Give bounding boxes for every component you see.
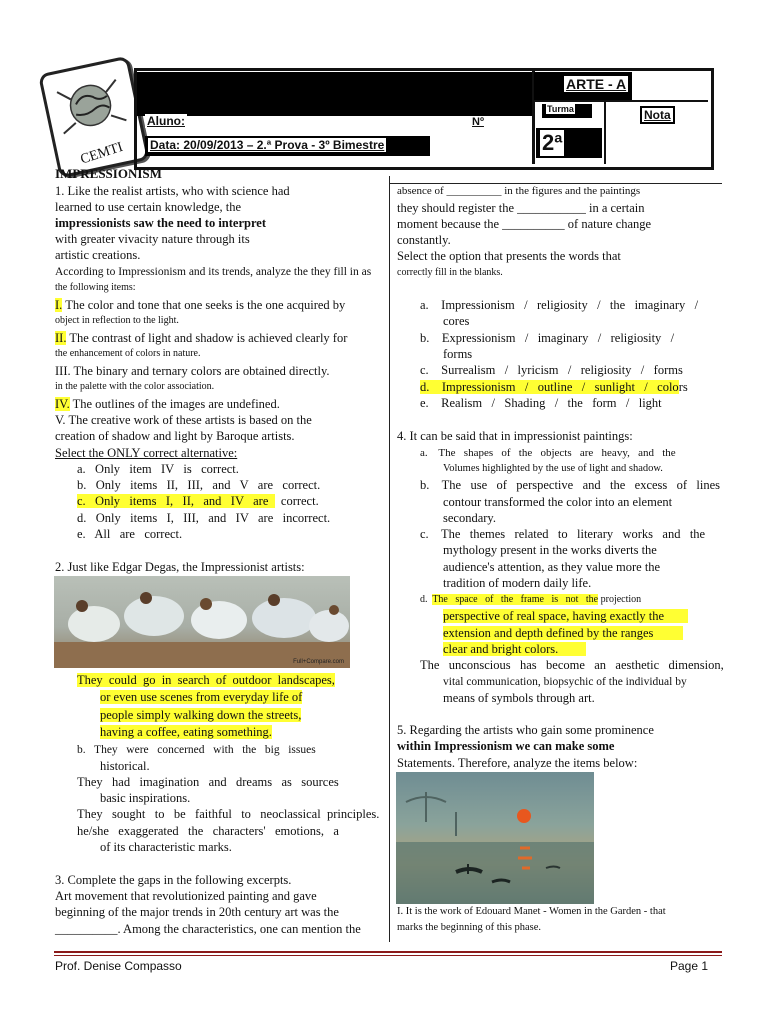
q4-option-d-cont: [443, 641, 586, 657]
item-iv: [55, 396, 280, 412]
q2-option-b: b. They were concerned with the big issues: [77, 744, 316, 756]
footer-teacher: Prof. Denise Compasso: [55, 959, 182, 973]
q2a-highlight: They could go in search of outdoor landscapes,: [77, 673, 335, 687]
q4-prompt: 4. It can be said that in impressionist paintings:: [397, 429, 633, 443]
nota-label: Nota: [640, 106, 675, 124]
q4d-highlight-2: perspective of real space, having exactly the: [443, 609, 688, 623]
q3-line: beginning of the major trends in 20th century art was the: [55, 905, 339, 919]
option-c-tail: correct.: [274, 494, 319, 508]
q3-option-c: c. Surrealism / lyricism / religiosity / forms: [420, 363, 683, 377]
q4-option-e-cont: means of symbols through art.: [443, 691, 595, 705]
q2-option-c: They had imagination and dreams as sources: [77, 775, 339, 789]
q1-line: learned to use certain knowledge, the: [55, 200, 242, 214]
q2a-highlight-3: people simply walking down the streets,: [100, 708, 302, 722]
turma-value: 2ª: [542, 130, 563, 155]
item-ii-cont: the enhancement of colors in nature.: [55, 348, 201, 359]
q5-item-i-cont: marks the beginning of this phase.: [397, 922, 542, 933]
q2-option-e-cont: of its characteristic marks.: [100, 840, 232, 854]
q1-option-d: d. Only items I, III, and IV are incorrect.: [77, 511, 331, 525]
q4-option-c-cont: audience's attention, as they value more the: [443, 560, 661, 574]
logo-text: CEMTI: [78, 139, 125, 168]
image-credit: Full+Compare.com: [293, 659, 344, 665]
q5-item-i: I. It is the work of Edouard Manet - Women in the Garden - that: [397, 906, 666, 917]
q4-option-d-cont: [443, 608, 688, 624]
q2-option-e: he/she exaggerated the characters' emotions, a: [77, 824, 339, 838]
subject-box: [534, 72, 632, 100]
aluno-label: Aluno:: [147, 114, 185, 128]
q2-option-b-cont: historical.: [100, 759, 150, 773]
item-ii-num: II.: [55, 331, 67, 345]
q3-line: __________. Among the characteristics, one can mention the: [55, 922, 361, 936]
q5-line: within Impressionism we can make some: [397, 739, 615, 753]
q4-option-b-cont: secondary.: [443, 511, 496, 525]
q4d-tail: projection: [598, 594, 642, 605]
item-v-cont: creation of shadow and light by Baroque artists.: [55, 429, 295, 443]
q4d-highlight-3: extension and depth defined by the ranges: [443, 626, 683, 640]
footer-page-number: Page 1: [670, 959, 709, 973]
q2a-highlight-4: having a coffee, eating something.: [100, 725, 272, 739]
item-ii: [55, 330, 347, 346]
q2-option-a-cont: [100, 724, 272, 740]
q1-line: the following items:: [55, 282, 136, 293]
q3-cont: absence of __________ in the figures and the paintings: [397, 185, 641, 197]
q3-cont: correctly fill in the blanks.: [397, 267, 503, 278]
q1-option-b: b. Only items II, III, and V are correct.: [77, 478, 321, 492]
q3-cont: moment because the __________ of nature change: [397, 217, 652, 231]
item-i-cont: object in reflection to the light.: [55, 315, 179, 326]
q1-line: 1. Like the realist artists, who with science had: [55, 184, 290, 198]
page-title: IMPRESSIONISM: [55, 166, 162, 181]
item-i-num: I.: [55, 298, 63, 312]
item-iv-num: IV.: [55, 397, 70, 411]
q4-option-d: [420, 592, 641, 608]
q4-option-c-cont: mythology present in the works diverts the: [443, 543, 657, 557]
q5-line: 5. Regarding the artists who gain some prominence: [397, 723, 654, 737]
sunrise-illustration: [396, 772, 594, 904]
q3-option-b-cont: forms: [443, 347, 473, 361]
q1-option-a: a. Only item IV is correct.: [77, 462, 239, 476]
q4d-num: d.: [420, 594, 433, 605]
item-ii-text: The contrast of light and shadow is achieved clearly for: [66, 331, 348, 345]
q4-option-b: b. The use of perspective and the excess of lines: [420, 478, 721, 492]
option-c-highlight: c. Only items I, II, and IV are: [77, 494, 275, 508]
item-iii-cont: in the palette with the color association.: [55, 381, 215, 392]
q2-option-c-cont: basic inspirations.: [100, 791, 191, 805]
header-rule: [534, 100, 708, 102]
item-i: [55, 297, 345, 313]
q1-option-c: [77, 493, 319, 509]
globe-icon: [44, 64, 137, 149]
footer-rule-2: [54, 955, 722, 956]
q4-option-e-cont: vital communication, biopsychic of the individual by: [443, 676, 687, 688]
q1-option-e: e. All are correct.: [77, 527, 183, 541]
q1-line: impressionists saw the need to interpret: [55, 216, 266, 230]
q3-cont: Select the option that presents the words that: [397, 249, 621, 263]
q2-option-d: They sought to be faithful to neoclassical principles.: [77, 807, 380, 821]
q3d-highlight: d. Impressionism / outline / sunlight / colo: [420, 380, 679, 394]
item-v: V. The creative work of these artists is based on the: [55, 413, 312, 427]
q4-option-a: a. The shapes of the objects are heavy, and the: [420, 447, 676, 459]
dancers-illustration: [54, 576, 350, 668]
date-box: [145, 136, 430, 156]
date-line: Data: 20/09/2013 – 2.ª Prova - 3º Bimestre: [150, 138, 385, 152]
q3-option-e: e. Realism / Shading / the form / light: [420, 396, 662, 410]
q3-line: 3. Complete the gaps in the following excerpts.: [55, 873, 292, 887]
q4-option-c-cont: tradition of modern daily life.: [443, 576, 592, 590]
turma-value-box: [536, 128, 602, 158]
column-divider: [389, 176, 390, 942]
q1-line: with greater vivacity nature through its: [55, 232, 250, 246]
q4-option-e: The unconscious has become an aesthetic dimension,: [420, 658, 724, 672]
q4d-highlight-4: clear and bright colors.: [443, 642, 586, 656]
item-i-text: The color and tone that one seeks is the one acquired by: [62, 298, 346, 312]
subject-label: ARTE - A: [566, 76, 627, 92]
q2-option-a-cont: [100, 689, 302, 705]
turma-box: [542, 104, 592, 118]
number-label: Nº: [472, 116, 484, 128]
q1-line: According to Impressionism and its trends, analyze the they fill in as: [55, 266, 372, 278]
q5-line: Statements. Therefore, analyze the items below:: [397, 756, 638, 770]
q3-option-a: a. Impressionism / religiosity / the imaginary /: [420, 298, 699, 312]
degas-dancers-image: [54, 576, 350, 668]
q2-prompt: 2. Just like Edgar Degas, the Impressionist artists:: [55, 560, 305, 574]
q4-option-c: c. The themes related to literary works and the: [420, 527, 706, 541]
footer-rule: [54, 951, 722, 953]
header-redacted-bar: [137, 72, 532, 116]
header-divider-2: [604, 100, 606, 164]
q3d-tail: rs: [678, 380, 688, 394]
q3-cont: constantly.: [397, 233, 451, 247]
q1-line: artistic creations.: [55, 248, 141, 262]
impression-sunrise-image: [396, 772, 594, 904]
q4-option-a-cont: Volumes highlighted by the use of light and shadow.: [443, 463, 663, 474]
q4d-highlight: The space of the frame is not the: [432, 594, 599, 605]
select-instruction: Select the ONLY correct alternative:: [55, 446, 238, 460]
q2-option-a-cont: [100, 707, 301, 723]
q2a-highlight-2: or even use scenes from everyday life of: [100, 690, 303, 704]
q3-line: Art movement that revolutionized painting and gave: [55, 889, 317, 903]
q4-option-b-cont: contour transformed the color into an element: [443, 495, 673, 509]
item-iv-text: The outlines of the images are undefined.: [69, 397, 280, 411]
item-iii: III. The binary and ternary colors are obtained directly.: [55, 364, 330, 378]
q3-option-b: b. Expressionism / imaginary / religiosity /: [420, 331, 675, 345]
q3-cont: they should register the ___________ in a certain: [397, 201, 645, 215]
q2-option-a: [77, 672, 335, 688]
q4-option-d-cont: [443, 625, 683, 641]
q3-option-a-cont: cores: [443, 314, 470, 328]
q3-option-d: [420, 379, 688, 395]
turma-label: Turma: [547, 104, 574, 114]
